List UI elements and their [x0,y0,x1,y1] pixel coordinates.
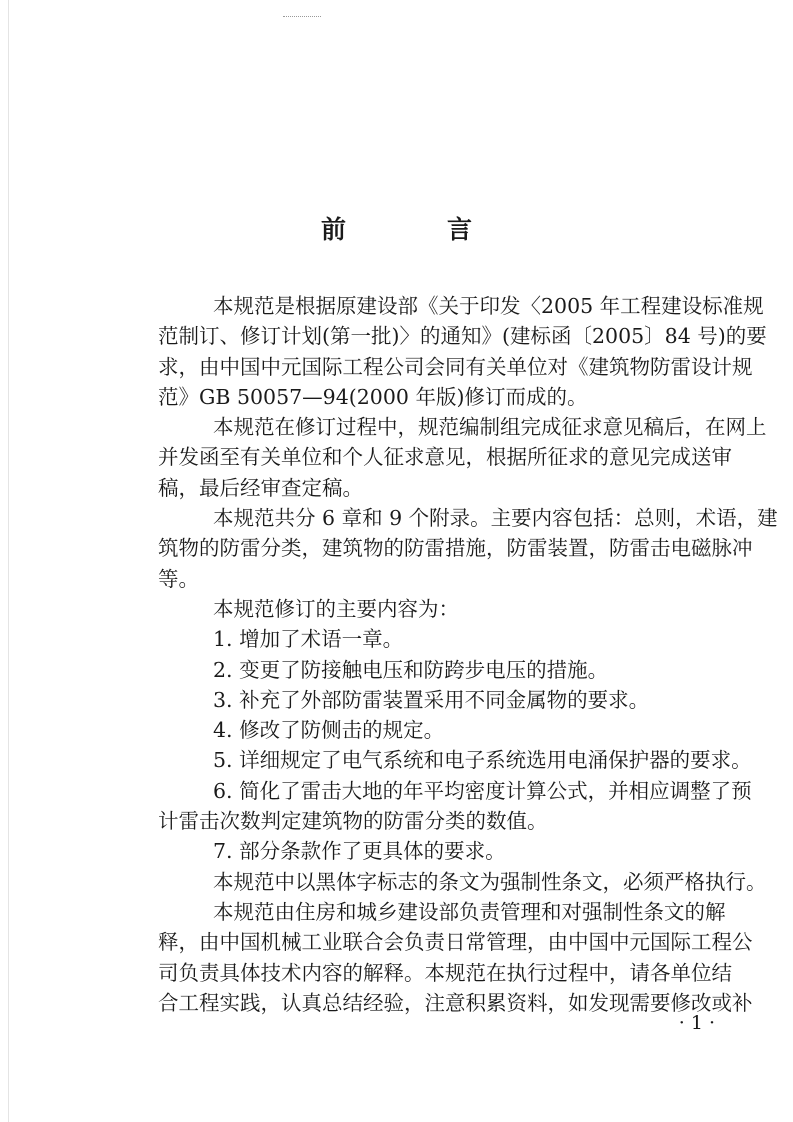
text-line: 释，由中国机械工业联合会负责日常管理，由中国中元国际工程公 [158,930,753,955]
text-line: 并发函至有关单位和个人征求意见，根据所征求的意见完成送审 [158,445,732,470]
paragraph [158,291,767,412]
text-line: 范制订、修订计划(第一批)〉的通知》(建标函〔2005〕84 号)的要 [158,324,767,349]
document-body [158,291,778,1018]
text-line: 本规范中以黑体字标志的条文为强制性条文，必须严格执行。 [213,869,767,894]
text-line: 本规范是根据原建设部《关于印发〈2005 年工程建设标准规 [213,294,764,318]
paragraph [158,503,778,594]
text-line: 本规范由住房和城乡建设部负责管理和对强制性条文的解 [213,899,726,924]
text-line: 2. 变更了防接触电压和防跨步电压的措施。 [213,657,609,682]
paragraph [158,624,713,654]
paragraph [158,776,752,837]
text-line: 本规范修订的主要内容为： [213,596,459,621]
text-line: 3. 补充了外部防雷装置采用不同金属物的要求。 [213,687,650,712]
text-line: 稿，最后经审查定稿。 [158,475,363,500]
text-line: 本规范在修订过程中，规范编制组完成征求意见稿后，在网上 [213,415,767,440]
text-line: 范》GB 50057—94(2000 年版)修订而成的。 [158,384,588,409]
paragraph [158,897,753,1018]
page-number: · 1 · [678,1012,715,1034]
page-title: 前 言 [320,215,510,244]
scan-mark [283,16,321,17]
paragraph [158,867,767,897]
paragraph [158,745,752,775]
text-line: 7. 部分条款作了更具体的要求。 [213,839,506,864]
text-line: 求，由中国中元国际工程公司会同有关单位对《建筑物防雷设计规 [158,354,753,379]
text-line: 6. 简化了雷击大地的年平均密度计算公式，并相应调整了预 [213,778,752,803]
text-line: 4. 修改了防侧击的规定。 [213,718,445,743]
paragraph [158,412,767,503]
text-line: 等。 [158,566,199,591]
text-line: 1. 增加了术语一章。 [213,627,404,652]
text-line: 本规范共分 6 章和 9 个附录。主要内容包括：总则，术语，建 [213,506,778,531]
text-line: 5. 详细规定了电气系统和电子系统选用电涌保护器的要求。 [213,748,752,773]
paragraph [158,594,713,624]
paragraph [158,655,713,685]
text-line: 计雷击次数判定建筑物的防雷分类的数值。 [158,809,548,834]
paragraph [158,715,713,745]
text-line: 筑物的防雷分类，建筑物的防雷措施，防雷装置，防雷击电磁脉冲 [158,536,753,561]
page-edge-line [8,0,9,1122]
text-line: 司负责具体技术内容的解释。本规范在执行过程中，请各单位结 [158,960,732,985]
paragraph [158,685,713,715]
paragraph [158,836,713,866]
text-line: 合工程实践，认真总结经验，注意积累资料，如发现需要修改或补 [158,990,753,1015]
